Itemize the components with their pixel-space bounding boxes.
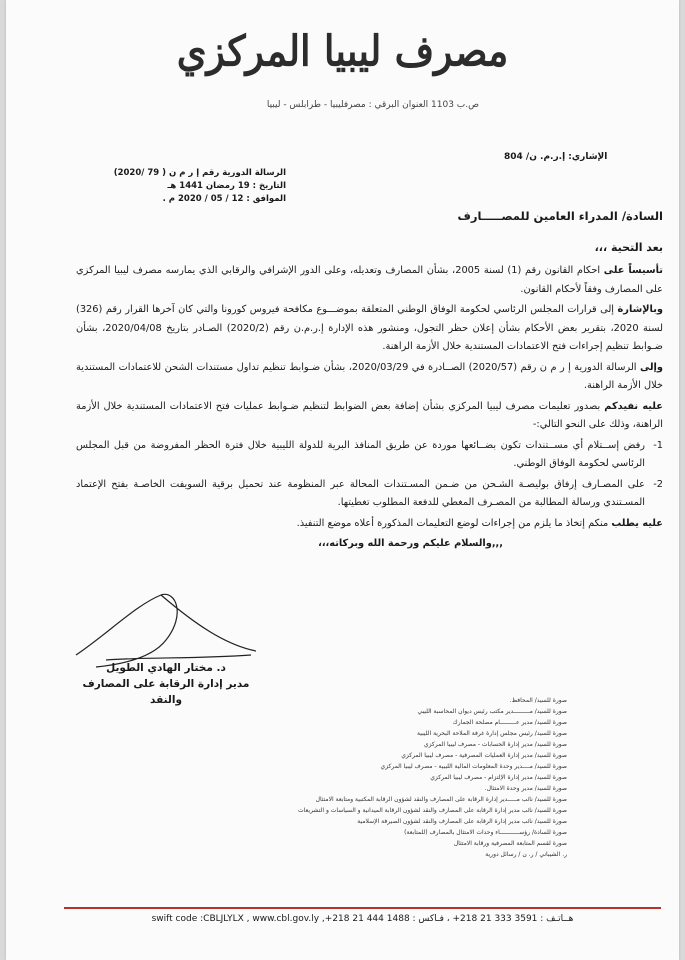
list-number: 1- <box>653 439 663 451</box>
paragraph-lead: وإلى <box>639 361 664 373</box>
paragraph-lead: تأسيساً على <box>603 265 663 276</box>
footer-contact: هــاتـف : 3591 333 21 218+ ، فـاكس : 1488 444 21 218+, swift code :CBLJLYLX , www.cbl.gov.ly <box>151 914 574 924</box>
copy-item: صورة للسيد/ نائب مدير إدارة الرقابة على المصارف والنقد لشؤون الصيرفة الإسلامية <box>357 818 567 825</box>
letter-body <box>76 262 663 556</box>
letter-page <box>6 0 679 960</box>
circular-date-hijri: التاريخ : 19 رمضان 1441 هـ <box>167 181 286 191</box>
greeting: بعد التحية ،،، <box>594 241 663 254</box>
copy-item: صورة للسيد/ رئيس مجلس إدارة غرفة الملاحة البحرية الليبية <box>417 730 567 737</box>
paragraph-text: إلى قرارات المجلس الرئاسي لحكومة الوفاق الوطني المتعلقة بموضـــوع مكافحة فيروس كورونا والتي كان آخرها القرار رقم (326) لسنة 2020، بتقرير بعض الأحكام بشأن إعلان حظر التجول، ومنشور هذه الإدارة إ.ر.م.ن رقم (2020/2) الصـادر بتاريخ 2020/04/08، بشأن ضـوابط تنظيم إجراءات فتح الاعتمادات المستندية خلال الأزمة الراهنة. <box>76 304 663 352</box>
circular-number: الرسالة الدورية رقم إ ر م ن ( 79 /2020) <box>113 168 286 178</box>
list-number: 2- <box>653 478 663 490</box>
paragraph-lead: وبالإشارة <box>617 304 663 315</box>
paragraph-3 <box>76 359 663 396</box>
signatory-name: د. مختار الهادي الطويل <box>106 662 226 674</box>
copy-item: صورة للسيد/ مــــدير وحدة المعلومات المالية الليبية - مصرف ليبيا المركزي <box>380 763 567 770</box>
list-item-2 <box>76 476 663 513</box>
paragraph-text: الرسالة الدورية إ ر م ن رقم (2020/57) الصــادرة في 2020/03/29، بشأن ضـوابط تنظيم تداول مستندات الشحن للاعتمادات المستندية خلال الأزمة الراهنة. <box>76 361 663 391</box>
copy-item: صورة للسيد/ نائب مـــــدير إدارة الرقابة على المصارف والنقد لشؤون الرقابة المكتبية ومتابعة الامتثال <box>315 796 567 803</box>
paragraph-text: بصدور تعليمات مصرف ليبيا المركزي بشأن إضافة بعض الضوابط لتنظيم ضـوابط عمليات فتح الاعتمادات المستندية خلال الأزمة الراهنة، وذلك على النحو التالي:- <box>76 400 663 430</box>
copy-item: صورة للسيد/ نائب مدير إدارة الرقابة على المصارف والنقد لشؤون الرقابة الميدانية و السياسات و التشريعات <box>298 807 567 814</box>
closing-text: منكم إتخاذ ما يلزم من إجراءات لوضع التعليمات المذكورة أعلاه موضع التنفيذ. <box>296 517 612 529</box>
copy-item: صورة للسادة/ رؤســـــــــــاء وحدات الامتثال بالمصارف (للمتابعة) <box>404 829 567 836</box>
paragraph-text: احكام القانون رقم (1) لسنة 2005، بشأن المصارف وتعديله، وعلى الدور الإشرافي والرقابي الذي يمارسه مصرف ليبيا المركزي على المصارف وفقاً لأحكام القانون. <box>76 265 663 295</box>
cbl-logo <box>6 25 679 98</box>
copy-item: صورة للسيد/ مدير إدارة الحسابات - مصرف ليبيا المركزي <box>423 741 567 748</box>
paragraph-1 <box>76 262 663 299</box>
copy-item: صورة للسيد/ مدير وحدة الامتثال. <box>484 785 567 792</box>
circular-date-gregorian: الموافق : 12 / 05 / 2020 م . <box>162 194 286 204</box>
addressee: السادة/ المدراء العامين للمصـــــارف <box>457 209 663 223</box>
footer-divider <box>64 907 661 909</box>
copy-item: صورة للسيد/ مدير إدارة العمليات المصرفية - مصرف ليبيا المركزي <box>401 752 567 759</box>
copy-item: صورة للسيد/ مدير إدارة الإلتزام - مصرف ليبيا المركزي <box>430 774 567 781</box>
signatory-title: مدير إدارة الرقابة على المصارف والنقد <box>82 678 250 706</box>
list-text: رفض إســتلام أي مســتندات تكون بضــائعها موردة عن طريق المنافذ البرية للدولة الليبية خلال فترة الحظر المفروضة من قبل المجلس الرئاسي لحكومة الوفاق الوطني. <box>76 439 645 469</box>
copy-item: صورة لقسم المتابعة المصرفية ورقابة الامتثال <box>453 840 567 847</box>
list-text: على المصـارف إرفاق بوليصـة الشـحن من ضـمن المسـتندات المحالة عبر المنظومة عند تحميل برقية السويفت الخاصـة بفتح الإعتماد المسـتندي ورسالة المطالبة من المصـرف المغطي للدفعة المطلوب تغطيتها. <box>76 478 645 508</box>
paragraph-4 <box>76 398 663 435</box>
list-item-1 <box>76 437 663 474</box>
reference-number: الإشاري: إ.ر.م. ن/ 804 <box>504 152 608 162</box>
copies-list <box>127 695 567 860</box>
circular-info <box>113 167 286 206</box>
copy-item: صورة للسيد/ مـــــــــدير مكتب رئيس ديوان المحاسبة الليبي <box>417 708 567 715</box>
closing-paragraph <box>76 515 663 534</box>
salutation: ,,,والسلام عليكم ورحمة الله وبركاته،،، <box>318 538 503 549</box>
logo-text: مصرف ليبيا المركزي <box>176 25 509 76</box>
copy-item: ر. الشيباني / ر. ن / رسائل دورية <box>485 851 567 858</box>
copy-item: صورة للسيد/ المحافظ. <box>509 697 567 704</box>
paragraph-2 <box>76 301 663 357</box>
paragraph-lead: عليه نفيدكم <box>604 400 664 412</box>
bank-address: ص.ب 1103 العنوان البرقي : مصرفليبيا - طرابلس - ليبيا <box>266 100 479 110</box>
copy-item: صورة للسيد/ مدير عـــــــــام مصلحة الجمارك <box>452 719 567 726</box>
closing-lead: عليه يطلب <box>611 517 663 529</box>
